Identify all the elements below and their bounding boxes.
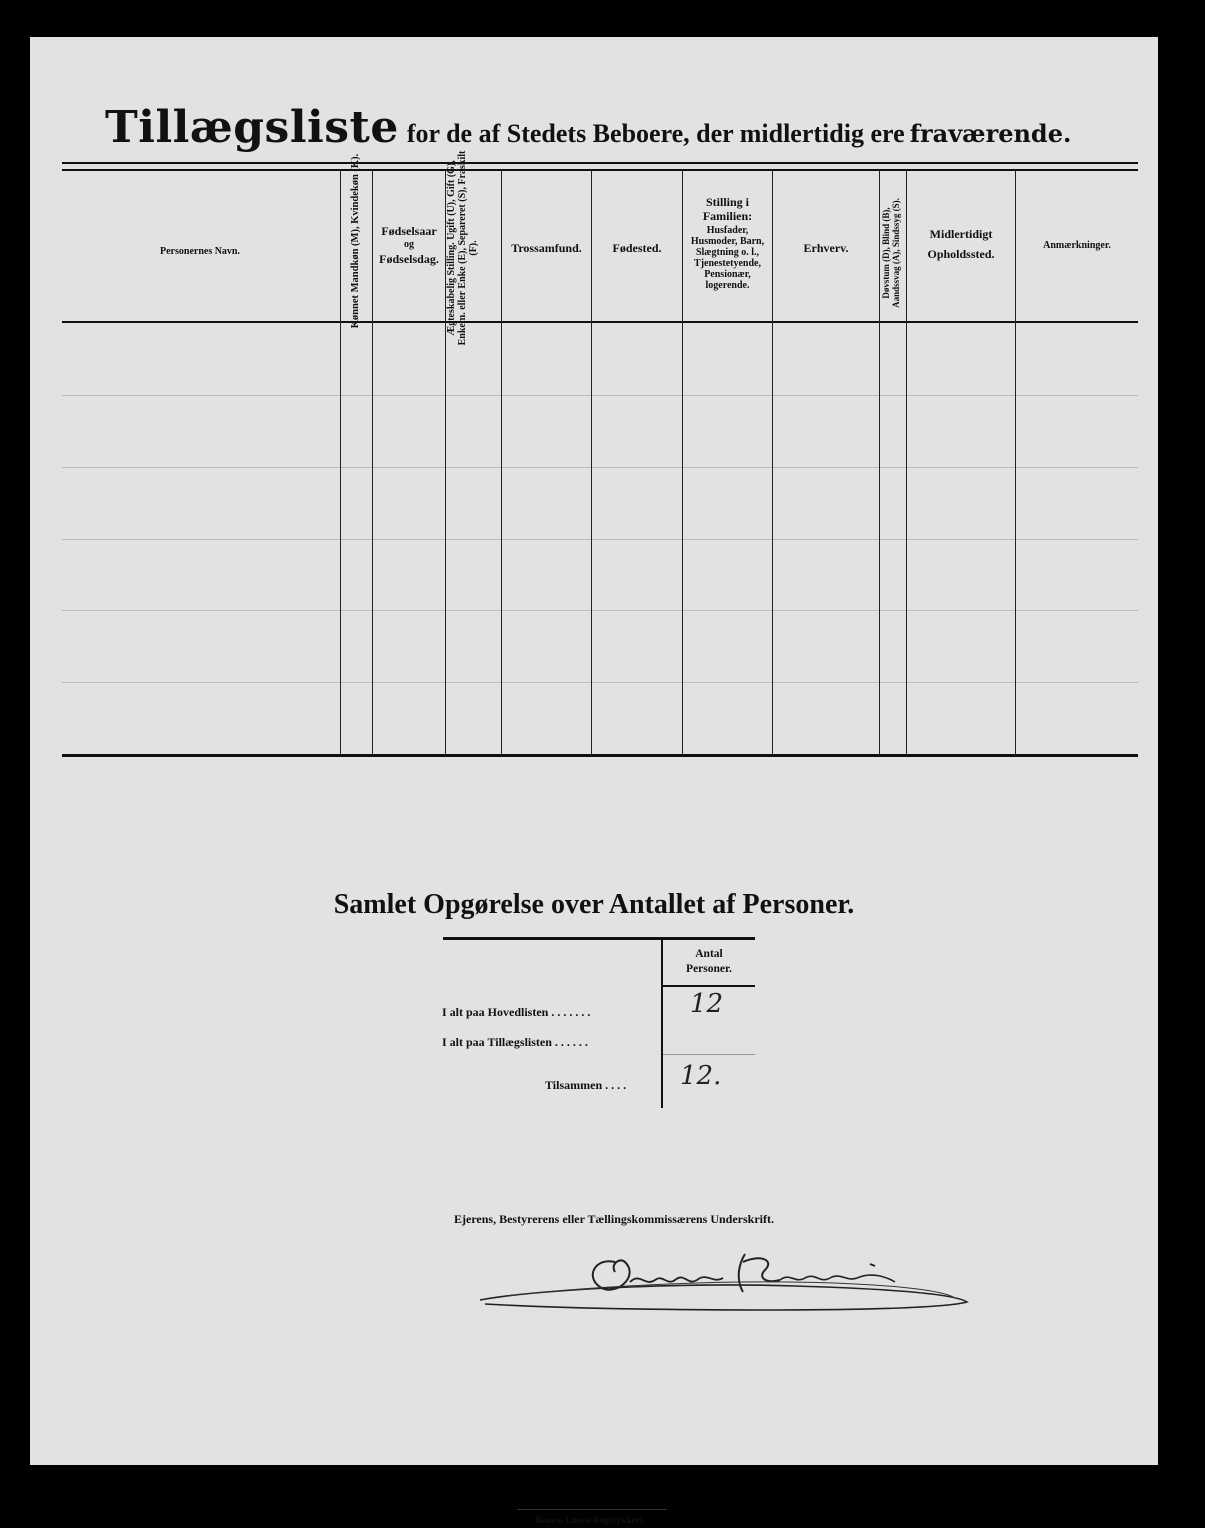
summary-label-main: I alt paa Hovedlisten . . . . . . . bbox=[442, 1005, 591, 1019]
summary-divider bbox=[661, 940, 663, 1108]
title-emphasis: fraværende. bbox=[909, 119, 1072, 148]
summary-label-total: Tilsammen . . . . bbox=[545, 1078, 627, 1092]
handwritten-signature bbox=[475, 1242, 975, 1317]
col-header-religion: Trossamfund. bbox=[511, 241, 582, 255]
signature-label: Ejerens, Bestyrerens eller Tællingskommissærens Underskrift. bbox=[454, 1212, 774, 1226]
summary-label-supplement: I alt paa Tillægslisten . . . . . . bbox=[442, 1035, 588, 1049]
col-header-disability: Døvstum (D), Blind (B), Aandssvag (A), Sindssyg (S). bbox=[881, 198, 901, 308]
summary-col-header bbox=[664, 947, 754, 977]
census-form-page bbox=[30, 37, 1158, 1526]
col-header-birthplace: Fødested. bbox=[612, 241, 662, 255]
summary-col-rule bbox=[663, 985, 755, 987]
form-title bbox=[105, 102, 1071, 153]
birth-line-2: og bbox=[404, 239, 414, 250]
row-line bbox=[62, 467, 1138, 468]
row-line bbox=[62, 682, 1138, 683]
title-main: Tillægsliste bbox=[105, 102, 399, 153]
col-header-birth bbox=[373, 224, 445, 266]
table-bottom-border bbox=[62, 754, 1138, 757]
col-line bbox=[340, 171, 341, 754]
family-line-1: Stilling i Familien: bbox=[702, 195, 753, 223]
col-line bbox=[879, 171, 880, 754]
header-bottom-border bbox=[62, 321, 1138, 323]
col-line bbox=[1015, 171, 1016, 754]
col-line bbox=[501, 171, 502, 754]
row-line bbox=[62, 395, 1138, 396]
table-top-border bbox=[62, 162, 1138, 164]
col-header-family-position bbox=[683, 195, 772, 291]
summary-title: Samlet Opgørelse over Antallet af Personer. bbox=[333, 889, 855, 920]
summary-value-main: 12 bbox=[690, 989, 724, 1019]
summary-col-header-2: Personer. bbox=[686, 963, 732, 975]
temp-line-2: Opholdssted. bbox=[927, 247, 995, 261]
printer-rule bbox=[517, 1509, 667, 1510]
temp-line-1: Midlertidigt bbox=[929, 227, 993, 241]
family-line-2: Husfader, Husmoder, Barn, Slægtning o. l., Tjenestetyende, Pensionær, logerende. bbox=[690, 225, 765, 291]
summary-value-total: 12. bbox=[680, 1061, 722, 1091]
title-rest: for de af Stedets Beboere, der midlertidig ere bbox=[406, 119, 905, 148]
summary-col-header-1: Antal bbox=[695, 948, 723, 960]
col-line bbox=[772, 171, 773, 754]
summary-top-rule bbox=[443, 937, 755, 940]
summary-sub-rule bbox=[663, 1054, 755, 1055]
table-top-border-2 bbox=[62, 169, 1138, 171]
col-header-marital: Ægteskabelig Stilling. Ugift (U), Gift (G), Enkem. eller Enke (E), Separeret (S), Fraskilt (F). bbox=[446, 150, 479, 346]
row-line bbox=[62, 539, 1138, 540]
col-header-temp-residence bbox=[907, 227, 1015, 261]
birth-line-1: Fødselsaar bbox=[381, 224, 437, 238]
col-header-name: Personernes Navn. bbox=[160, 246, 240, 257]
row-line bbox=[62, 610, 1138, 611]
col-header-sex: Kønnet Mandkøn (M), Kvindekøn (K). bbox=[350, 153, 361, 329]
col-header-occupation: Erhverv. bbox=[803, 241, 849, 255]
col-line bbox=[591, 171, 592, 754]
birth-line-3: Fødselsdag. bbox=[379, 252, 439, 266]
col-header-remarks: Anmærkninger. bbox=[1043, 240, 1111, 251]
printer-imprint: Bianco Lunos Bogtrykkeri. bbox=[534, 1516, 646, 1526]
